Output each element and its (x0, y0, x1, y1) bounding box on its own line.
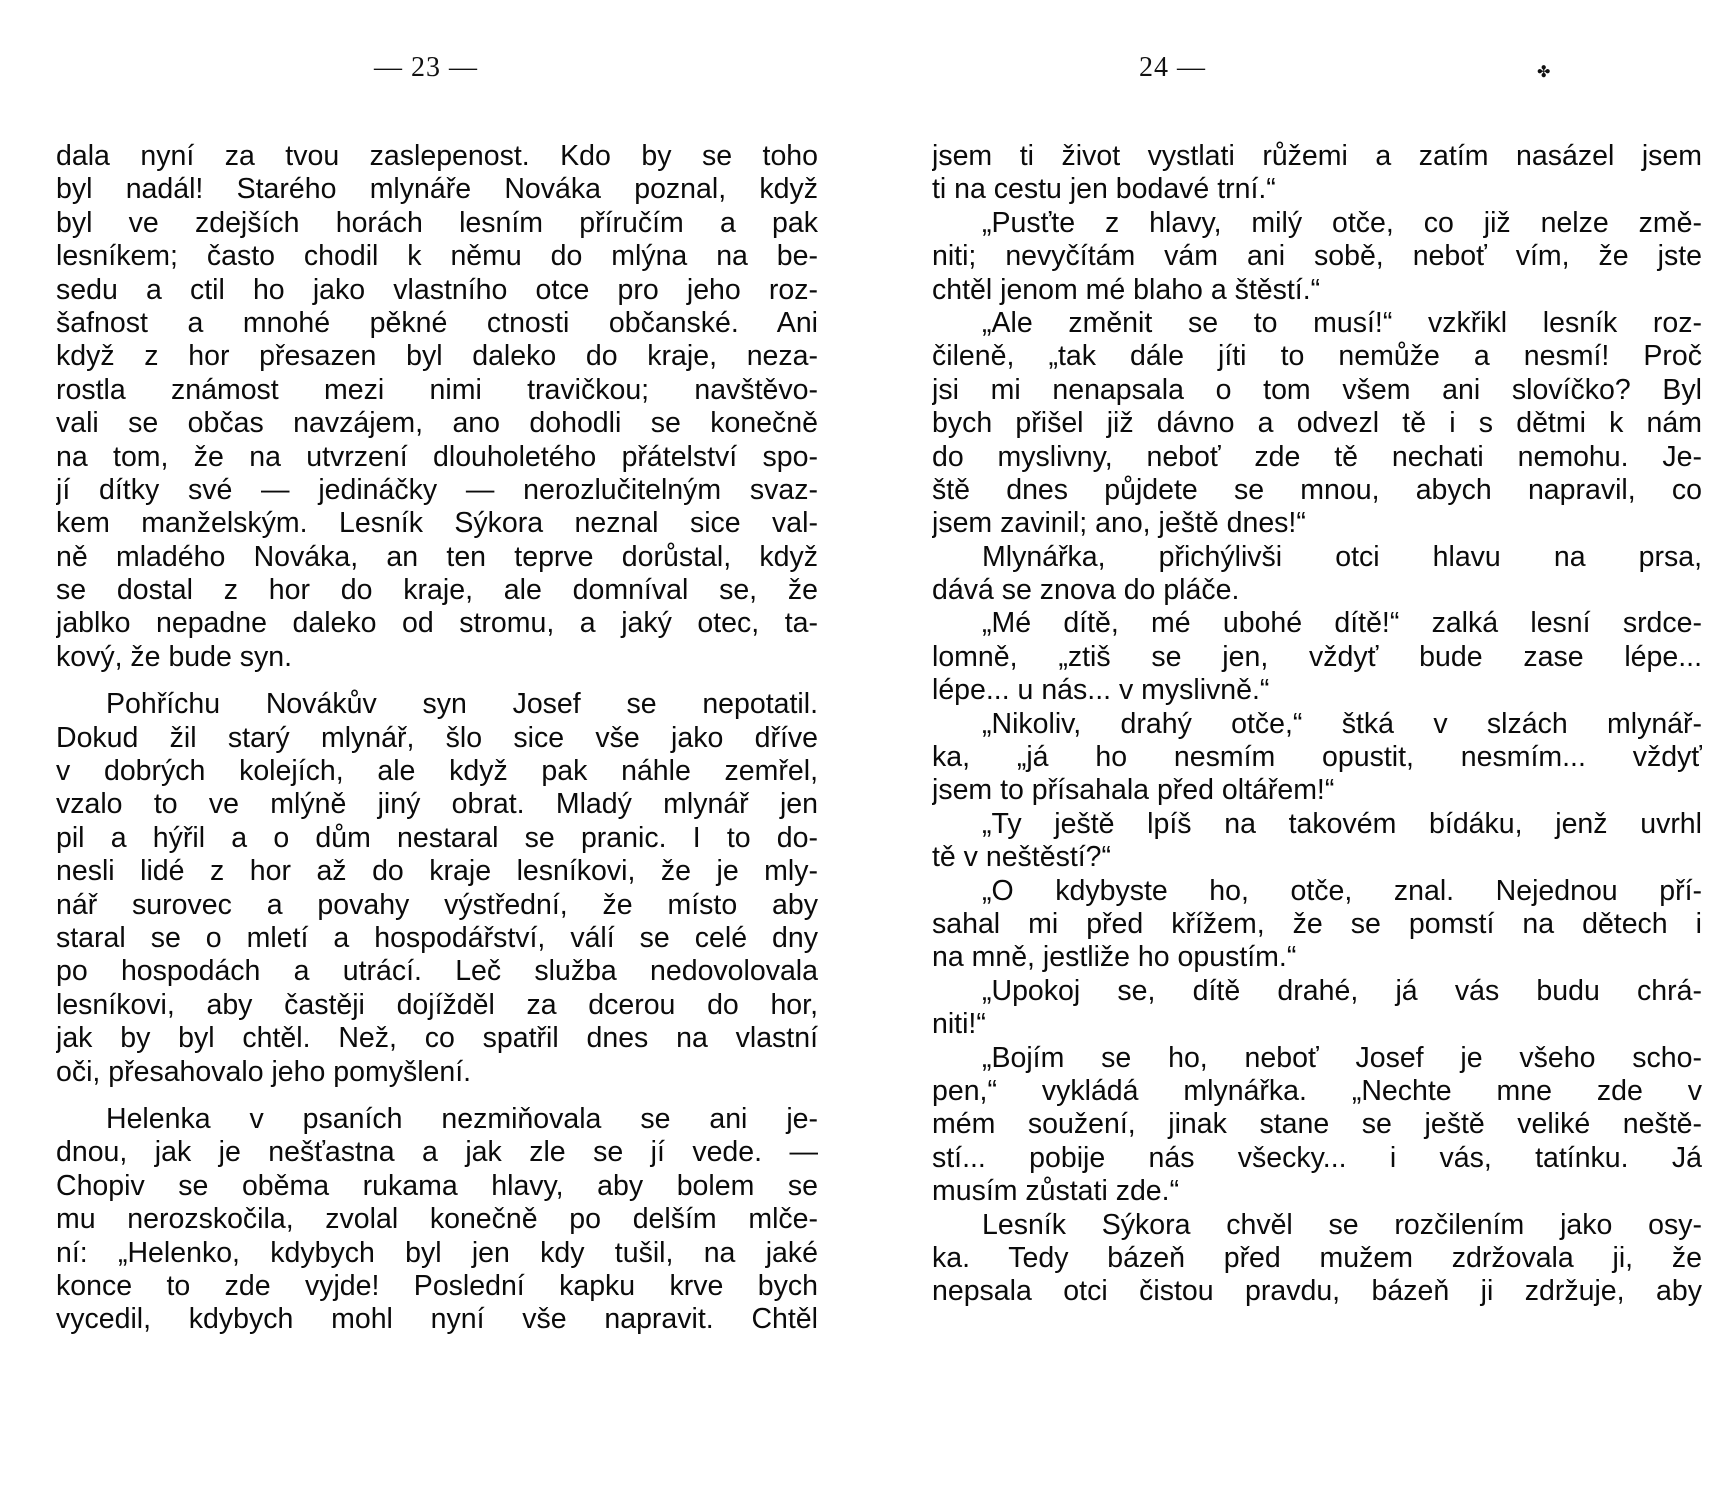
text-line: Dokud žil starý mlynář, šlo sice vše jako dříve (56, 721, 818, 754)
text-line: nepsala otci čistou pravdu, bázeň ji zdržuje, aby (932, 1275, 1702, 1308)
text-line: na tom, že na utvrzení dlouholetého přátelství spo- (56, 440, 818, 473)
ornament-icon: ✤ (1537, 62, 1551, 81)
text-line: byl ve zdejších horách lesním příručím a pak (56, 206, 818, 239)
text-line: niti; nevyčítám vám ani sobě, neboť vím, že jste (932, 240, 1702, 273)
text-line: lesníkem; často chodil k němu do mlýna na be- (56, 240, 818, 273)
text-line: staral se o mletí a hospodářství, válí se celé dny (56, 921, 818, 954)
text-line: lomně, „ztiš se jen, vždyť bude zase lépe... (932, 640, 1702, 673)
text-line: mu nerozskočila, zvolal konečně po delším mlče- (56, 1203, 818, 1236)
text-line: ka. Tedy bázeň před mužem zdržovala ji, že (932, 1241, 1702, 1274)
text-line: pen,“ vykládá mlynářka. „Nechte mne zde v (932, 1074, 1702, 1107)
text-line: „Bojím se ho, neboť Josef je všeho scho- (982, 1041, 1702, 1074)
text-line: ště dnes půjdete se mnou, abych napravil, co (932, 473, 1702, 506)
text-line: dala nyní za tvou zaslepenost. Kdo by se toho (56, 140, 818, 172)
text-line: v dobrých kolejích, ale když pak náhle zemřel, (56, 755, 818, 788)
text-line: ka, „já ho nesmím opustit, nesmím... vždyť (932, 741, 1702, 774)
text-line: nesli lidé z hor až do kraje lesníkovi, že je mly- (56, 855, 818, 888)
text-line: stí... pobije nás všecky... i vás, tatínku. Já (932, 1141, 1702, 1174)
text-line: bych přišel již dávno a odvezl tě i s dětmi k nám (932, 407, 1702, 440)
text-line: jsem to přísahala před oltářem!“ (932, 774, 1335, 807)
text-line: ní: „Helenko, kdybych byl jen kdy tušil, na jaké (56, 1236, 818, 1269)
text-line: nář surovec a povahy výstřední, že místo aby (56, 888, 818, 921)
page-number: 24 — (1139, 52, 1206, 83)
text-line: sedu a ctil ho jako vlastního otce pro jeho roz- (56, 273, 818, 306)
text-line: Pohříchu Novákův syn Josef se nepotatil. (106, 688, 818, 721)
text-line: jablko nepadne daleko od stromu, a jaký otec, ta- (56, 607, 818, 640)
text-line: konce to zde vyjde! Poslední kapku krve bych (56, 1269, 818, 1302)
text-line: vali se občas navzájem, ano dohodli se konečně (56, 407, 818, 440)
text-line: chtěl jenom mé blaho a štěstí.“ (932, 273, 1321, 306)
text-line: Mlynářka, přichýlivši otci hlavu na prsa, (982, 540, 1702, 573)
text-line: lépe... u nás... v myslivně.“ (932, 674, 1270, 707)
text-line: jsem ti život vystlati růžemi a zatím nasázel jsem (932, 140, 1702, 172)
text-line: „Ty ještě lpíš na takovém bídáku, jenž uvrhl (982, 807, 1702, 840)
text-line: šafnost a mnohé pěkné ctnosti občanské. Ani (56, 306, 818, 339)
text-line: jí dítky své — jedináčky — nerozlučitelným svaz- (56, 473, 818, 506)
text-line: „Ale změnit se to musí!“ vzkřikl lesník roz- (982, 306, 1702, 339)
text-line: jak by byl chtěl. Než, co spatřil dnes na vlastní (56, 1022, 818, 1055)
text-line: se dostal z hor do kraje, ale domníval se, že (56, 574, 818, 607)
text-line: Helenka v psaních nezmiňovala se ani je- (106, 1102, 818, 1135)
text-line: na mně, jestliže ho opustím.“ (932, 941, 1297, 974)
text-line: ti na cestu jen bodavé trní.“ (932, 173, 1276, 206)
text-line: dnou, jak je nešťastna a jak zle se jí vede. — (56, 1136, 818, 1169)
text-line: byl nadál! Starého mlynáře Nováka poznal, když (56, 173, 818, 206)
paragraph-gap (56, 674, 818, 688)
text-line: když z hor přesazen byl daleko do kraje, neza- (56, 340, 818, 373)
text-line: pil a hýřil a o dům nestaral se pranic. I to do- (56, 821, 818, 854)
text-line: jsi mi nenapsala o tom všem ani slovíčko? Byl (932, 373, 1702, 406)
text-line: oči, přesahovalo jeho pomyšlení. (56, 1055, 472, 1088)
text-line: „Upokoj se, dítě drahé, já vás budu chrá- (982, 974, 1702, 1007)
right-page (867, 0, 1734, 1500)
text-line: kový, že bude syn. (56, 640, 293, 673)
text-line: čileně, „tak dále jíti to nemůže a nesmí! Proč (932, 340, 1702, 373)
page-text (932, 140, 1702, 1309)
text-line: po hospodách a utrácí. Leč služba nedovolovala (56, 955, 818, 988)
text-line: Lesník Sýkora chvěl se rozčilením jako osy- (982, 1208, 1702, 1241)
text-line: vzalo to ve mlýně jiný obrat. Mladý mlynář jen (56, 788, 818, 821)
page-text (56, 140, 818, 1337)
text-line: mém soužení, jinak stane se ještě veliké neště- (932, 1108, 1702, 1141)
text-line: „Mé dítě, mé ubohé dítě!“ zalká lesní srdce- (982, 607, 1702, 640)
text-line: rostla známost mezi nimi travičkou; navštěvo- (56, 373, 818, 406)
text-line: do myslivny, neboť zde tě nechati nemohu. Je- (932, 440, 1702, 473)
text-line: „O kdybyste ho, otče, znal. Nejednou pří- (982, 874, 1702, 907)
text-line: musím zůstati zde.“ (932, 1175, 1180, 1208)
text-line: lesníkovi, aby častěji dojížděl za dcerou do hor, (56, 988, 818, 1021)
text-line: jsem zavinil; ano, ještě dnes!“ (932, 507, 1306, 540)
text-line: dává se znova do pláče. (932, 574, 1240, 607)
text-line: tě v neštěstí?“ (932, 841, 1112, 874)
paragraph-gap (56, 1089, 818, 1103)
text-line: Chopiv se oběma rukama hlavy, aby bolem se (56, 1169, 818, 1202)
text-line: kem manželským. Lesník Sýkora neznal sice val- (56, 507, 818, 540)
text-line: ně mladého Nováka, an ten teprve dorůstal, když (56, 540, 818, 573)
text-line: „Pusťte z hlavy, milý otče, co již nelze změ- (982, 206, 1702, 239)
text-line: sahal mi před křížem, že se pomstí na dětech i (932, 907, 1702, 940)
page-number: — 23 — (374, 52, 478, 83)
text-line: „Nikoliv, drahý otče,“ štká v slzách mlynář- (982, 707, 1702, 740)
text-line: niti!“ (932, 1008, 986, 1041)
text-line: vycedil, kdybych mohl nyní vše napravit. Chtěl (56, 1303, 818, 1336)
